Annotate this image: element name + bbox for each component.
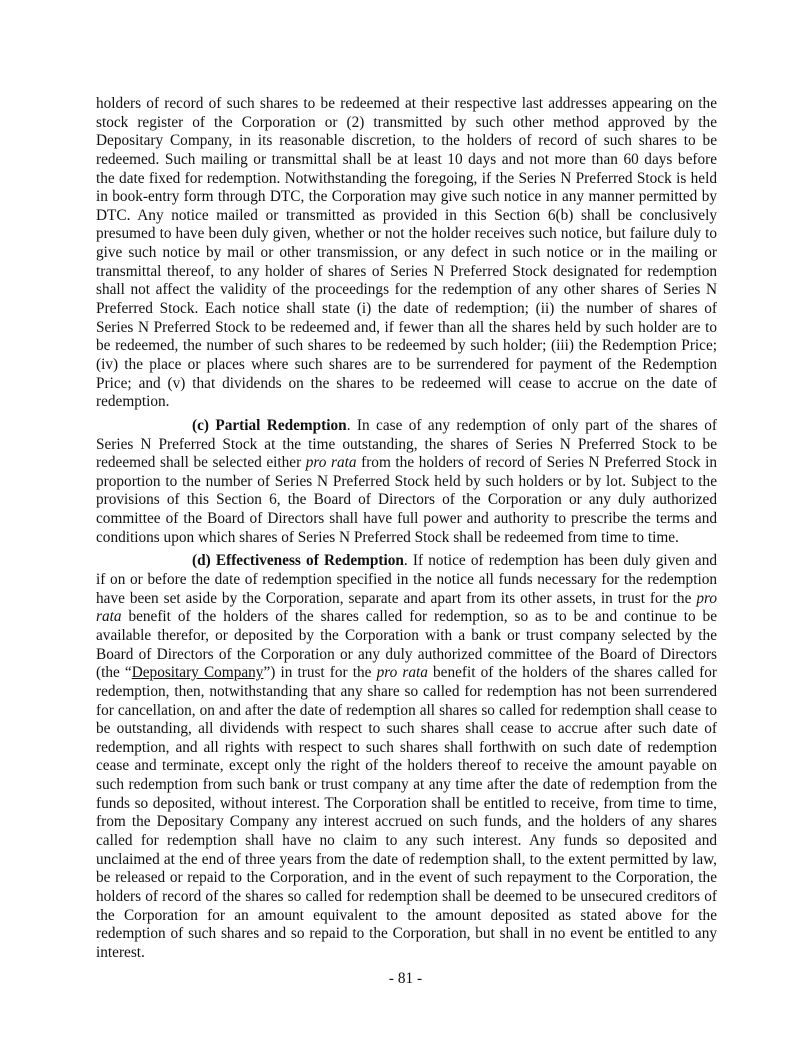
text-segment: (the “	[96, 664, 132, 682]
document-page	[96, 95, 717, 962]
text-line: for cancellation, on and after the date of redemption all shares so called for redemption shall cease to	[96, 701, 717, 719]
text-line: redemption of such shares and so repaid to the Corporation, but shall in no event be entitled to any	[96, 925, 717, 943]
text-line: Price; and (v) that dividends on the shares to be redeemed will cease to accrue on the date of	[96, 374, 717, 392]
text-line: available therefor, or deposited by the Corporation with a bank or trust company selected by the	[96, 626, 717, 644]
italic-pro-rata: pro rata	[305, 454, 357, 472]
text-line: if on or before the date of redemption specified in the notice all funds necessary for the redemption	[96, 571, 717, 589]
paragraph-b-continued	[96, 95, 717, 412]
text-segment: have been set aside by the Corporation, separate and apart from its other assets, in trust for the	[96, 589, 697, 607]
text-line: Board of Directors of the Corporation or any duly authorized committee of the Board of Directors	[96, 645, 717, 663]
text-line: redeemed. Such mailing or transmittal shall be at least 10 days and not more than 60 days before	[96, 150, 717, 168]
text-line: redemption.	[96, 393, 170, 411]
text-line: cease and terminate, except only the right of the holders thereof to receive the amount payable on	[96, 757, 717, 775]
text-line	[96, 608, 717, 627]
text-line: DTC. Any notice mailed or transmitted as provided in this Section 6(b) shall be conclusively	[96, 206, 717, 224]
defined-term-depositary-company: Depositary Company	[131, 664, 264, 682]
text-line: shall not affect the validity of the proceedings for the redemption of any other shares of Series N	[96, 281, 717, 299]
text-line	[96, 664, 717, 683]
text-line: Depositary Company, in its reasonable discretion, to the holders of record of such shares to be	[96, 132, 717, 150]
text-line: be redeemed, the number of such shares to be redeemed by such holder; (iii) the Redemption Price;	[96, 337, 717, 355]
text-line: redemption, then, notwithstanding that any share so called for redemption has not been surrendered	[96, 682, 717, 700]
text-line: Preferred Stock. Each notice shall state (i) the date of redemption; (ii) the number of shares of	[96, 300, 717, 318]
text-line: interest.	[96, 943, 145, 961]
text-line: conditions upon which shares of Series N Preferred Stock shall be redeemed from time to time.	[96, 528, 679, 546]
section-d-heading-suffix: . If notice of redemption has been duly given and	[403, 552, 717, 570]
text-line: holders of record of such shares to be redeemed at their respective last addresses appearing on the	[96, 95, 717, 112]
text-line: Series N Preferred Stock at the time outstanding, the shares of Series N Preferred Stock to be	[96, 435, 717, 453]
page-number: - 81 -	[388, 970, 423, 987]
text-line: give such notice by mail or other transmission, or any defect in such notice or in the mailing or	[96, 244, 717, 262]
text-segment: from the holders of record of Series N Preferred Stock in	[356, 454, 717, 472]
text-line: unclaimed at the end of three years from the date of redemption shall, to the extent permitted by law,	[96, 850, 717, 868]
text-line	[96, 454, 717, 473]
text-line: such redemption from such bank or trust company at any time after the date of redemption from the	[96, 776, 717, 794]
text-line: in book-entry form through DTC, the Corporation may give such notice in any manner permitted by	[96, 188, 717, 206]
text-line: Series N Preferred Stock to be redeemed and, if fewer than all the shares held by such holder are to	[96, 318, 717, 336]
text-segment: redeemed shall be selected either	[96, 454, 306, 472]
text-segment: benefit of the holders of the shares called for	[427, 664, 717, 682]
text-line: from the Depositary Company any interest accrued on such funds, and the holders of any shares	[96, 813, 717, 831]
italic-pro: pro	[696, 589, 717, 607]
text-line: redemption, and all rights with respect to such shares shall forthwith on such date of redemption	[96, 738, 717, 756]
section-c-partial-redemption	[96, 417, 717, 547]
text-line	[96, 590, 717, 609]
text-segment: ”) in trust for the	[263, 664, 377, 682]
text-line: transmittal thereof, to any holder of shares of Series N Preferred Stock designated for redemption	[96, 262, 717, 280]
text-line: presumed to have been duly given, whether or not the holder receives such notice, but failure duly to	[96, 225, 717, 243]
text-segment: benefit of the holders of the shares called for redemption, so as to be and continue to be	[121, 608, 717, 626]
text-line: committee of the Board of Directors shall have full power and authority to prescribe the terms and	[96, 510, 717, 528]
italic-rata: rata	[96, 608, 122, 626]
section-d-effectiveness-of-redemption	[96, 552, 717, 962]
text-line: holders of record of the shares so called for redemption shall be deemed to be unsecured creditors of	[96, 887, 717, 905]
text-line: be outstanding, all dividends with respect to such shares shall cease to accrue after such date of	[96, 720, 717, 738]
text-line: stock register of the Corporation or (2) transmitted by such other method approved by the	[96, 113, 717, 131]
text-line: funds so deposited, without interest. The Corporation shall be entitled to receive, from time to time,	[96, 794, 717, 812]
text-line: be released or repaid to the Corporation, and in the event of such repayment to the Corporation, the	[96, 869, 717, 887]
italic-pro-rata: pro rata	[376, 664, 428, 682]
text-line: the Corporation for an amount equivalent to the amount deposited as stated above for the	[96, 906, 717, 924]
section-d-first-line	[96, 552, 717, 571]
text-line: (iv) the place or places where such shares are to be surrendered for payment of the Redemption	[96, 355, 717, 373]
section-c-first-line	[96, 417, 717, 436]
text-line: called for redemption shall have no claim to any such interest. Any funds so deposited and	[96, 831, 717, 849]
section-c-heading-suffix: . In case of any redemption of only part of the shares of	[346, 416, 717, 434]
text-line: provisions of this Section 6, the Board of Directors of the Corporation or any duly authorized	[96, 491, 717, 509]
section-c-heading: (c) Partial Redemption	[192, 416, 347, 434]
text-line: proportion to the number of Series N Preferred Stock held by such holders or by lot. Subject to the	[96, 472, 717, 490]
text-line: the date fixed for redemption. Notwithstanding the foregoing, if the Series N Preferred Stock is held	[96, 169, 717, 187]
section-d-heading: (d) Effectiveness of Redemption	[192, 552, 404, 570]
